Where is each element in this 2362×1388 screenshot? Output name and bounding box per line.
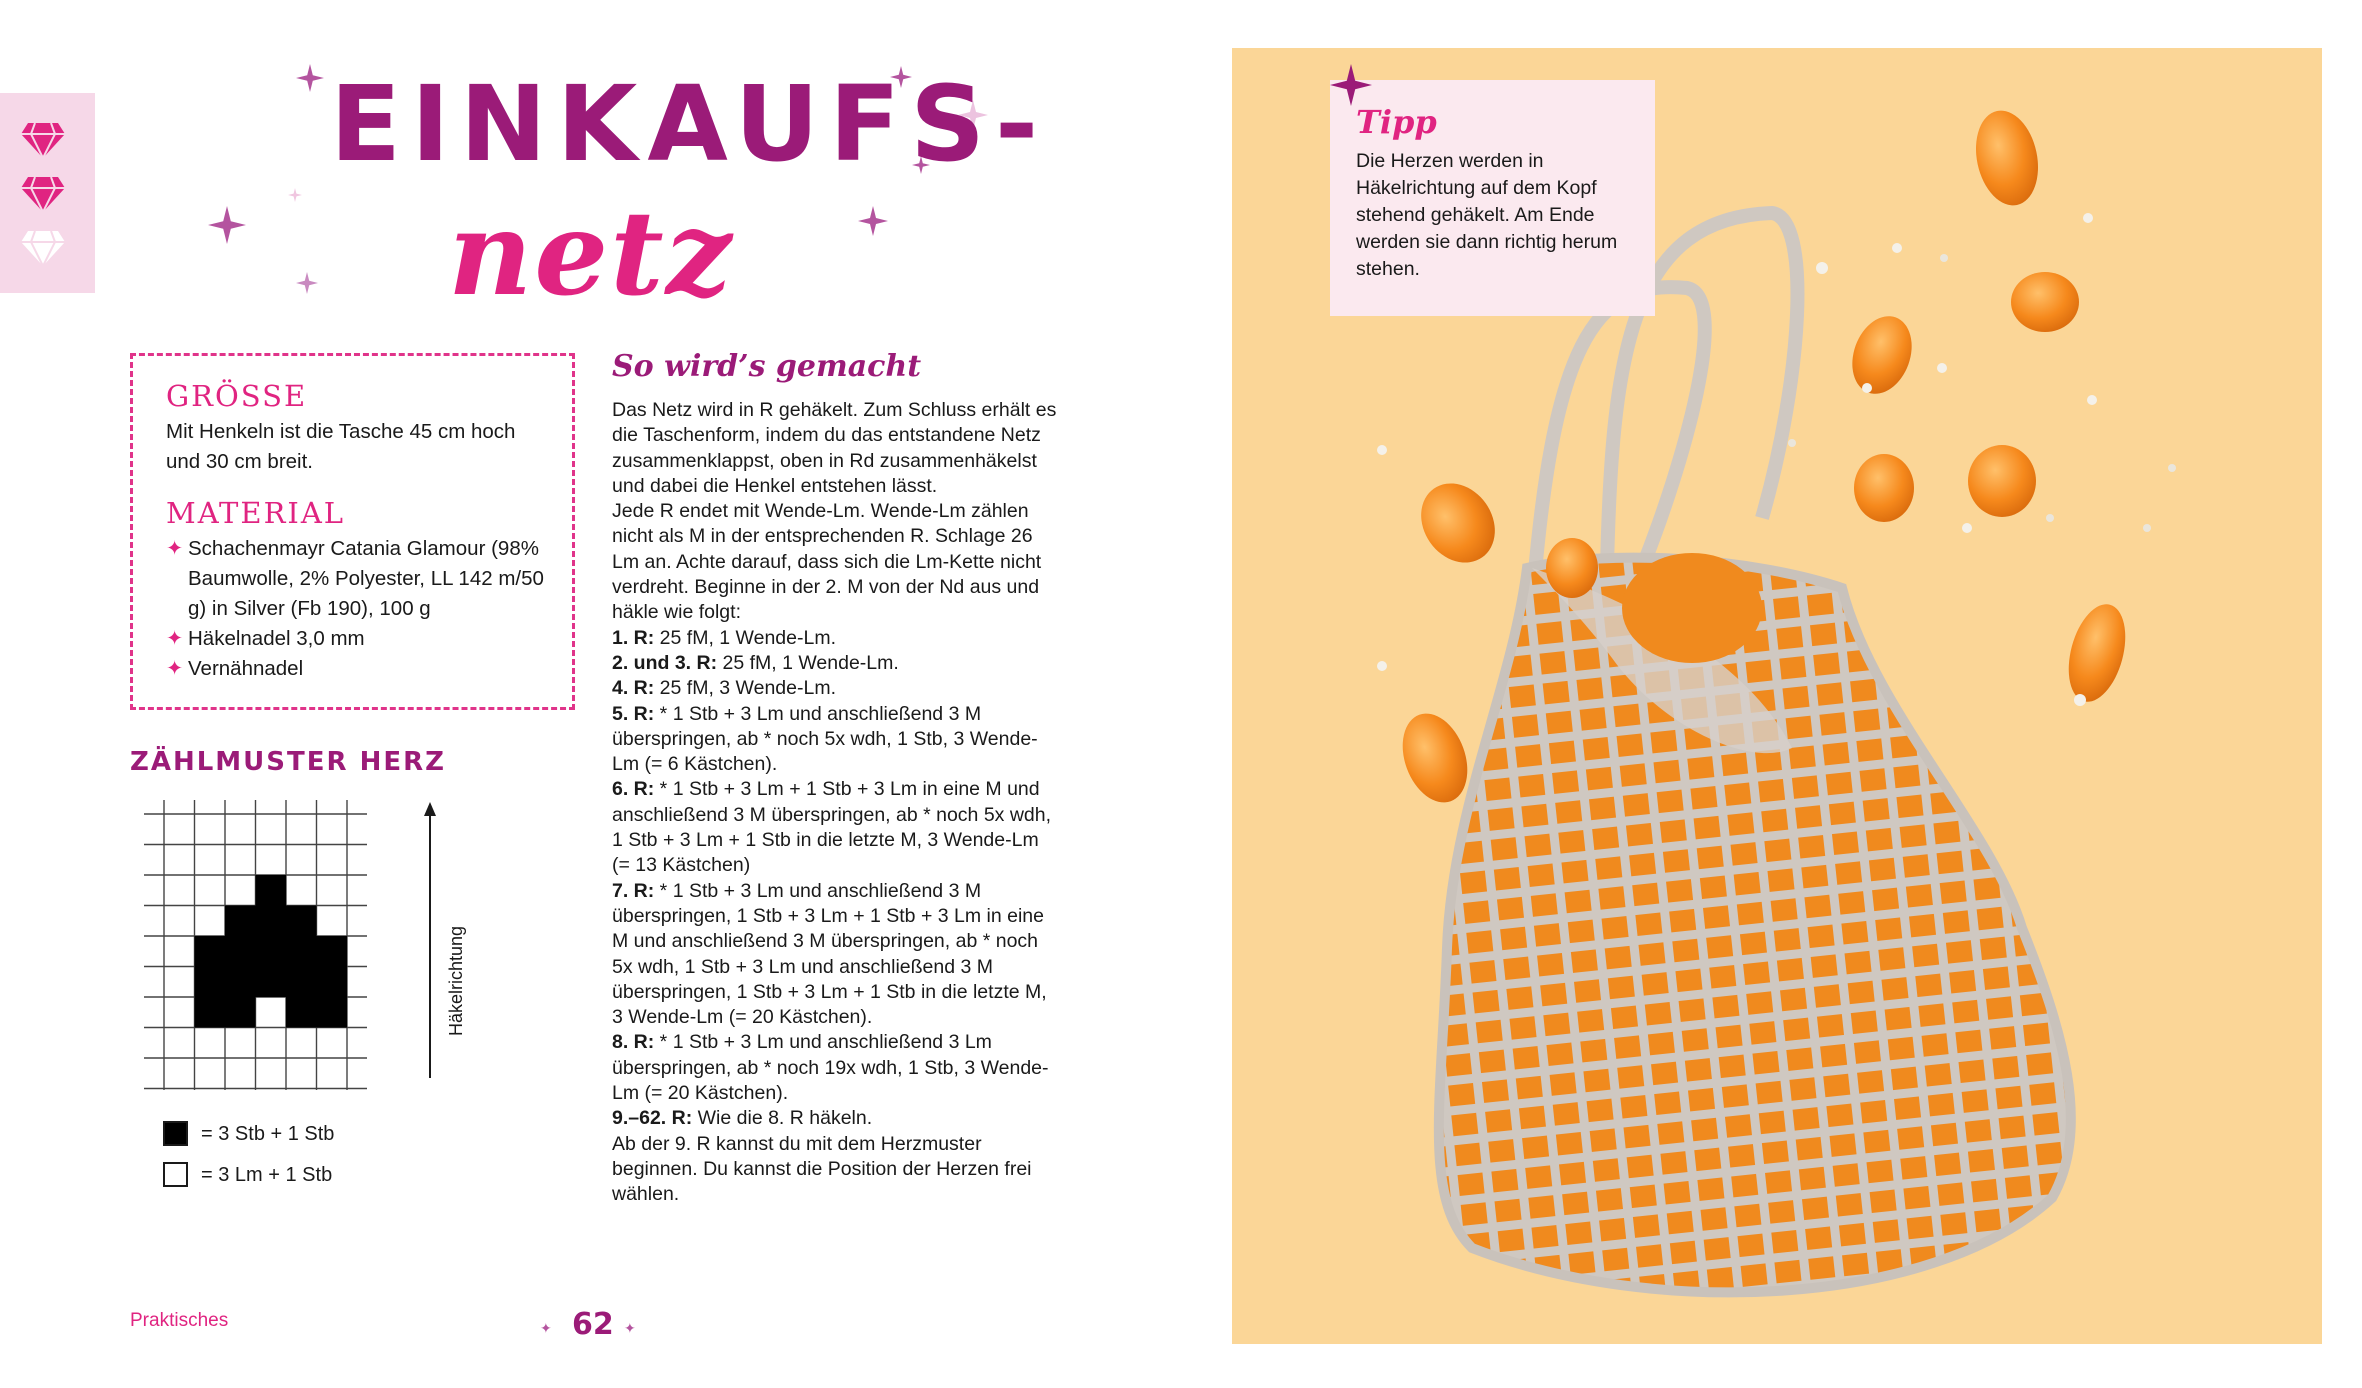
row-step: 2. und 3. R: 25 fM, 1 Wende-Lm. [612,651,899,674]
row-step: 9.–62. R: Wie die 8. R häkeln. [612,1107,873,1130]
howto-heading: So wird’s gemacht [612,349,922,384]
list-item: ✦ Häkelnadel 3,0 mm [166,624,552,654]
filled-cell [195,967,226,998]
material-heading: MATERIAL [166,496,346,530]
empty-square-icon [163,1162,188,1187]
sparkle-icon [208,206,246,244]
filled-cell [256,936,287,967]
howto-intro2: Jede R endet mit Wende-Lm. Wende-Lm zählen nicht als M in der entsprechenden R. Schlage 26 Lm an. Achte darauf, dass sich die Lm-Kette nicht verdreht. Beginne in der 2. M von der Nd aus und häkle wie folgt: [612,500,1042,624]
tip-box [1330,80,1655,316]
sparkle-icon [296,272,318,294]
tip-text: Die Herzen werden in Häkelrichtung auf dem Kopf stehend gehäkelt. Am Ende werden sie dann richtig herum stehen. [1356,150,1618,280]
heart-pattern-chart [130,800,470,1090]
filled-cell [256,906,287,937]
howto-outro: Ab der 9. R kannst du mit dem Herzmuster beginnen. Du kannst die Position der Herzen frei wählen. [612,1132,1032,1206]
filled-cell [225,936,256,967]
list-item: ✦ Schachenmayr Catania Glamour (98% Baumwolle, 2% Polyester, LL 142 m/50 g) in Silver (Fb 190), 100 g [166,534,552,624]
size-text: Mit Henkeln ist die Tasche 45 cm hoch und 30 cm breit. [166,420,516,473]
diamond-icon [20,121,66,159]
section-name: Praktisches [130,1310,229,1331]
filled-cell [195,997,226,1028]
list-item: ✦ Vernähnadel [166,654,552,684]
row-step: 8. R: * 1 Stb + 3 Lm und anschließend 3 Lm überspringen, ab * noch 19x wdh, 1 Stb, 3 Wende-Lm (= 20 Kästchen). [612,1031,1049,1105]
star-bullet-icon: ✦ [166,657,184,680]
filled-cell [256,967,287,998]
chapter-tab [0,93,95,293]
howto-text [612,398,1057,1208]
filled-cell [317,997,348,1028]
row-step: 6. R: * 1 Stb + 3 Lm + 1 Stb + 3 Lm in eine M und anschließend 3 M überspringen, ab * noch 5x wdh, 1 Stb + 3 Lm + 1 Stb in die letzte M, 3 Wende-Lm (= 13 Kästchen) [612,778,1052,877]
filled-cell [225,997,256,1028]
sparkle-icon [1330,64,1372,106]
row-step: 4. R: 25 fM, 3 Wende-Lm. [612,677,836,700]
filled-cell [225,967,256,998]
star-bullet-icon: ✦ [166,537,184,560]
arrow-head-icon [424,802,436,816]
row-step: 7. R: * 1 Stb + 3 Lm und anschließend 3 M überspringen, 1 Stb + 3 Lm + 1 Stb + 3 Lm in eine M und anschließend 3 M überspringen, ab * noch 5x wdh, 1 Stb + 3 Lm und anschließend 3 M überspringen, 1 Stb + 3 Lm + 1 Stb in die letzte M, 3 Wende-Lm (= 20 Kästchen). [612,879,1047,1029]
axis-label: Häkelrichtung [446,925,466,1036]
star-icon: ✦ [540,1320,552,1336]
chart-cells [195,875,348,1028]
filled-cell [225,906,256,937]
info-box [130,353,575,710]
filled-cell [195,936,226,967]
filled-cell [286,936,317,967]
sparkle-icon [288,188,302,202]
diamond-icon [20,175,66,213]
filled-cell [286,967,317,998]
size-heading: GRÖSSE [166,379,308,413]
chart-heading: ZÄHLMUSTER HERZ [130,747,446,777]
filled-cell [317,936,348,967]
page-number: 62 [572,1307,614,1342]
howto-intro: Das Netz wird in R gehäkelt. Zum Schluss erhält es die Taschenform, indem du das entstandene Netz zusammenklappst, oben in Rd zusammenhäkelst und dabei die Henkel entstehen lässt. [612,399,1057,497]
row-step: 5. R: * 1 Stb + 3 Lm und anschließend 3 M überspringen, ab * noch 5x wdh, 1 Stb, 3 Wende-Lm (= 6 Kästchen). [612,702,1038,776]
material-list [166,534,552,684]
filled-cell [286,997,317,1028]
star-bullet-icon: ✦ [166,627,184,650]
sparkle-icon [296,64,324,92]
filled-square-icon [163,1121,188,1146]
diamond-outline-icon [20,229,66,267]
sparkle-icon [858,206,888,236]
filled-cell [286,906,317,937]
page-title-line1: EINKAUFS- [330,63,1049,185]
star-icon: ✦ [624,1320,636,1336]
filled-cell [256,875,287,906]
filled-cell [317,967,348,998]
tip-heading: Tipp [1356,103,1437,141]
row-step: 1. R: 25 fM, 1 Wende-Lm. [612,626,836,649]
page-title-line2: netz [448,186,734,322]
